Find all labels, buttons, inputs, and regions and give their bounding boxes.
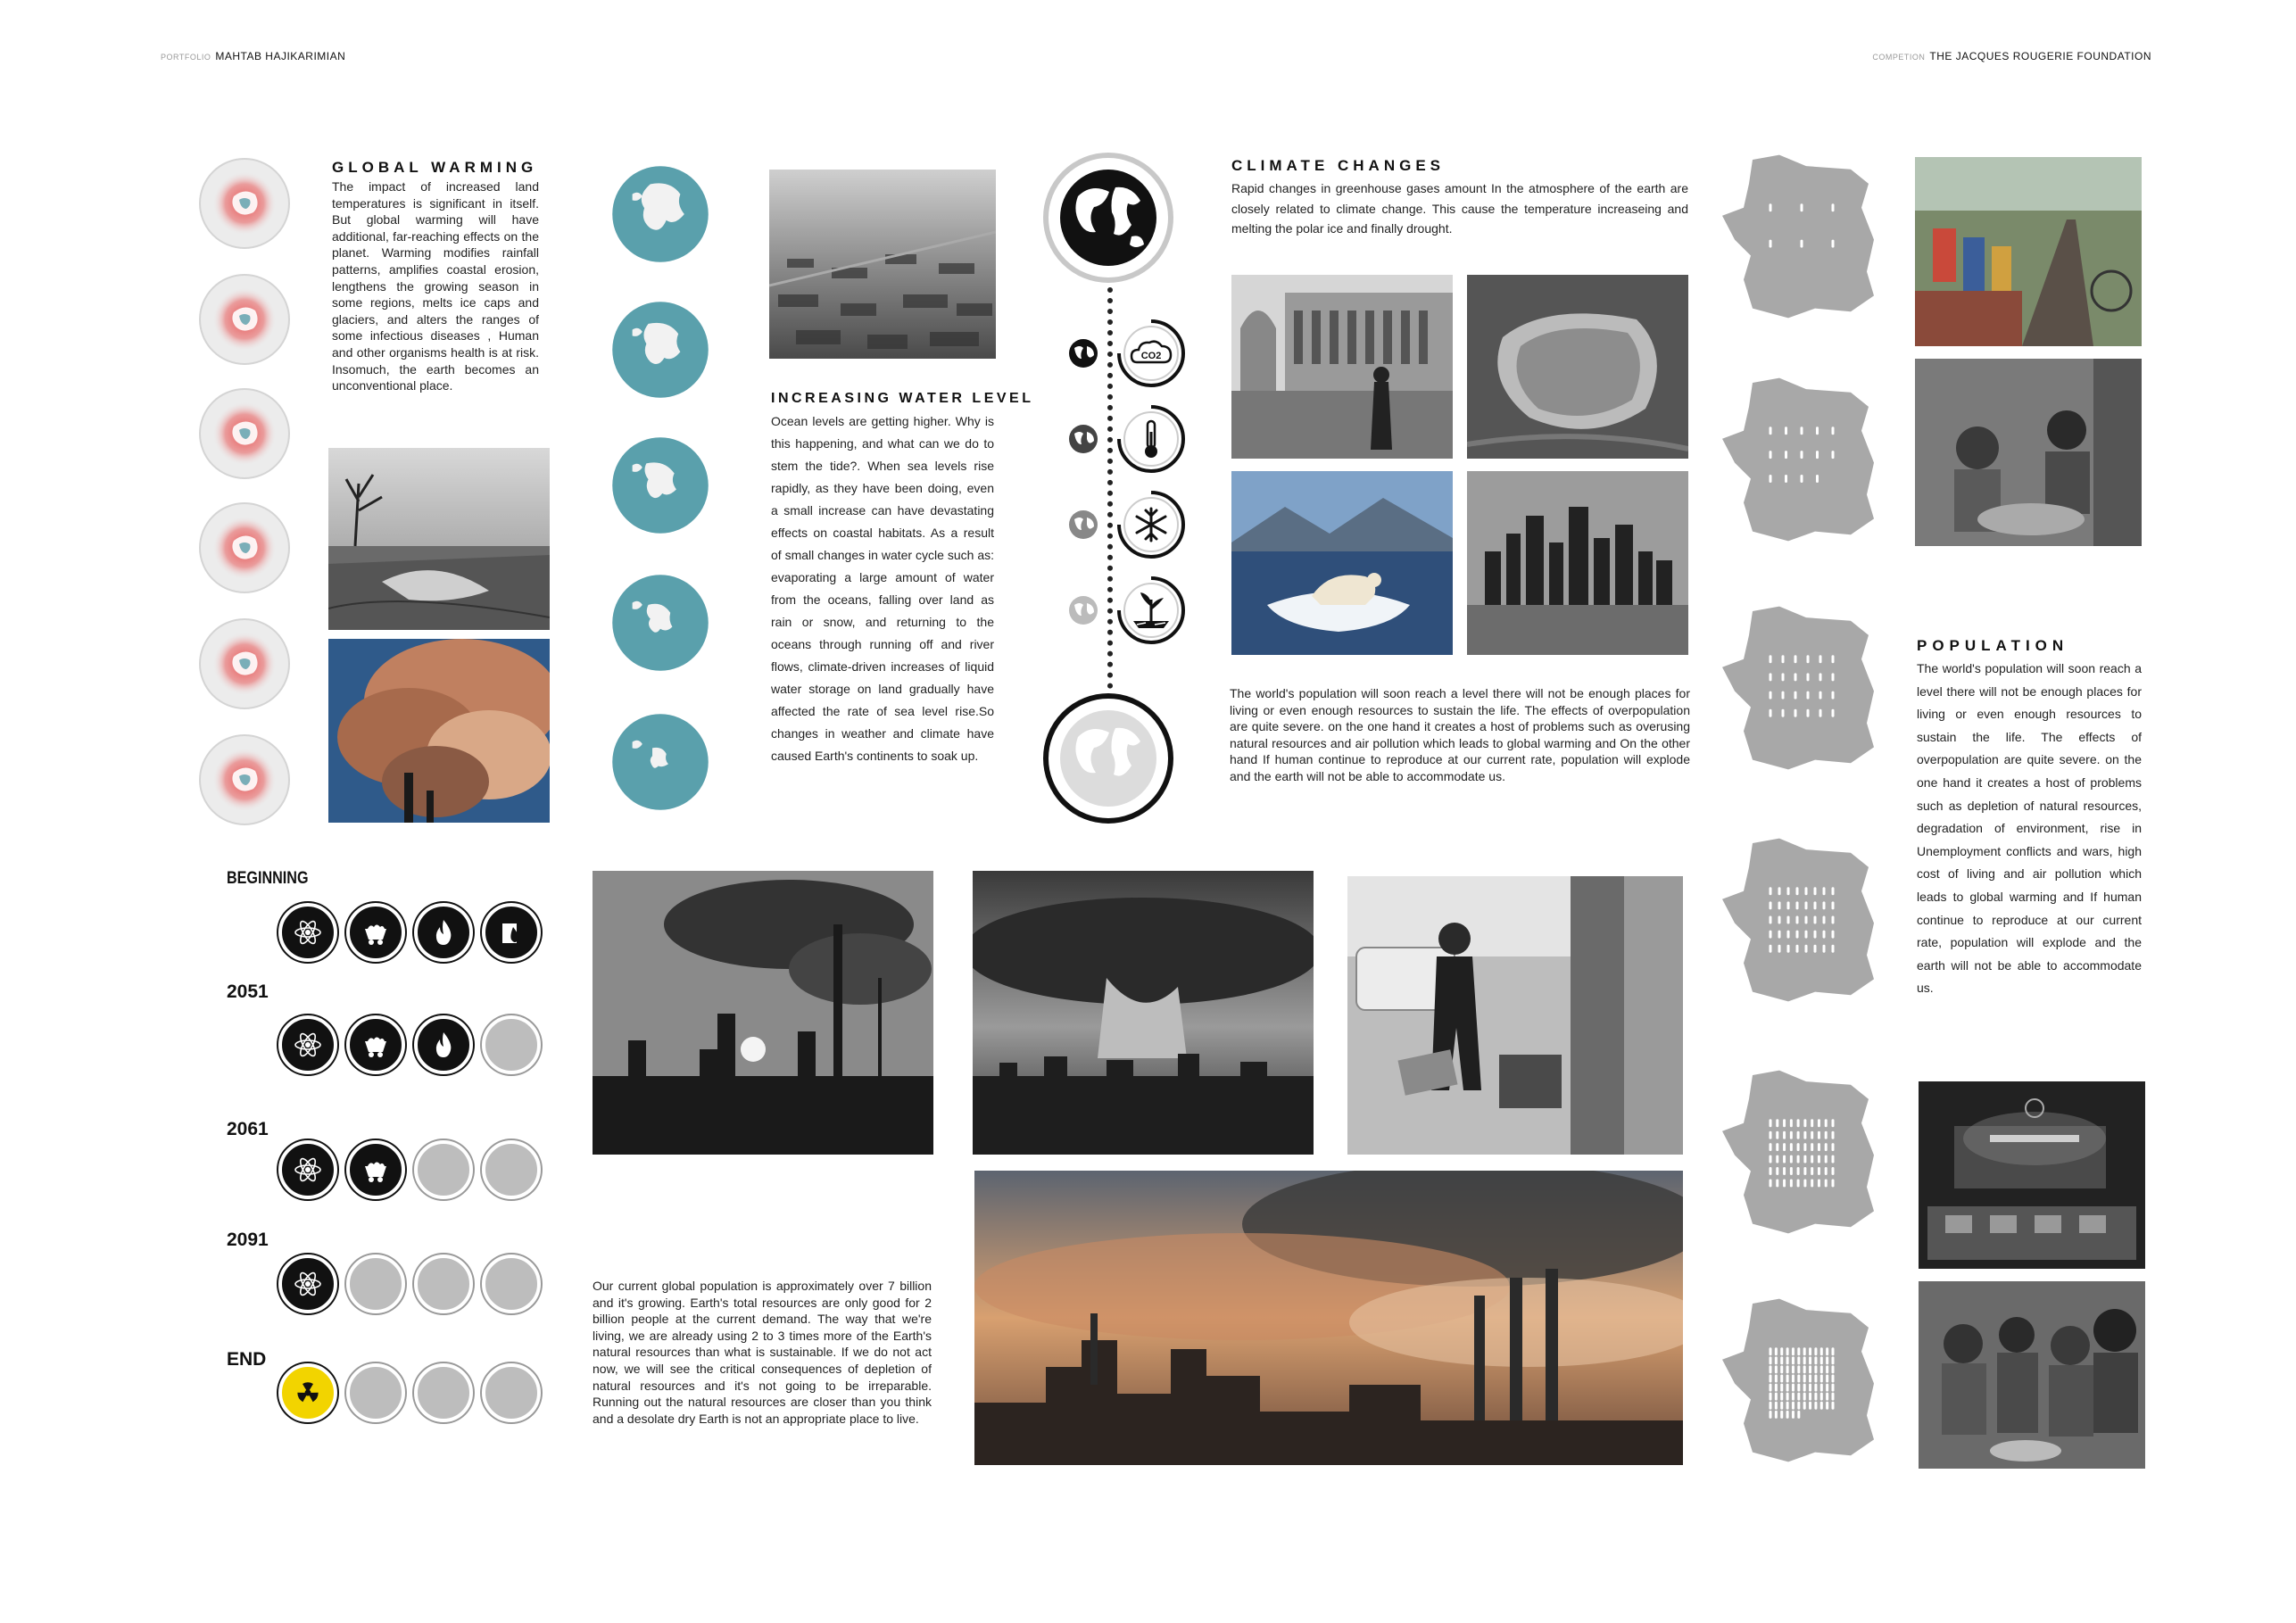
resource-row: [278, 1363, 541, 1422]
resource-row: [278, 903, 541, 962]
global-warming-title: GLOBAL WARMING: [332, 159, 538, 176]
factory-silhouette-photo: [593, 871, 933, 1155]
heat-globe: [198, 617, 291, 710]
railway-market-photo: [1915, 157, 2142, 346]
resource-row: [278, 1015, 541, 1074]
header-left: [161, 50, 345, 62]
street-vendor-photo: [1347, 876, 1683, 1155]
snowflake-icon: [1115, 489, 1187, 560]
drought-plant-icon: [1115, 575, 1187, 646]
drought-photo: [328, 448, 550, 630]
depleted-resource-circle: [482, 1015, 541, 1074]
header-right: [1872, 50, 2151, 62]
flame-icon: [414, 903, 473, 962]
water-level-title: INCREASING WATER LEVEL: [771, 391, 1034, 406]
children-group-photo: [1919, 1281, 2145, 1469]
population-text: The world's population will soon reach a level there will not be enough places for living or even enough resources to sustain the life. The effects of overpopulation are quite severe. on the one hand it creates a host of problems such as depletion of natural resources, degradation of environment, rise in Unemployment conflicts and wars, high cost of living and air pollution which leads to global warming and If human continue to reproduce at our current rate, population will explode and the earth will not be able to accommodate us.: [1917, 661, 2142, 996]
resource-row: [278, 1140, 541, 1199]
timeline-year-label: BEGINNING: [227, 869, 309, 888]
france-map: [1717, 152, 1881, 321]
europe-globe: [610, 300, 710, 400]
atom-icon: [278, 1255, 337, 1313]
depleted-resource-circle: [482, 1255, 541, 1313]
timeline-year-label: 2051: [227, 981, 269, 1002]
timeline-year-label: END: [227, 1349, 267, 1370]
depleted-resource-circle: [414, 1363, 473, 1422]
depleted-resource-circle: [414, 1255, 473, 1313]
island-aerial-photo: [1467, 275, 1688, 459]
header-left-label: PORTFOLIO: [161, 53, 211, 62]
depleted-resource-circle: [346, 1255, 405, 1313]
small-earth-icon: [1067, 337, 1099, 369]
depleted-resource-circle: [346, 1363, 405, 1422]
flooded-city-photo: [769, 170, 996, 359]
climate-changes-title: CLIMATE CHANGES: [1231, 157, 1446, 174]
europe-globe: [610, 712, 710, 812]
market-night-photo: [1919, 1081, 2145, 1269]
europe-globe: [610, 435, 710, 535]
france-map: [1717, 1067, 1881, 1237]
global-warming-text: The impact of increased land temperatures is significant in itself. But global warming will have additional, far-reaching effects on the planet. Warming modifies rainfall patterns, amplifies coastal erosion, lengthens the growing season in some regions, melts ice caps and glaciers, and alters the ranges of some infectious diseases , Human and other organisms health is at risk. Insomuch, the earth becomes an unconventional place.: [332, 179, 539, 393]
co2-label: CO2: [1140, 351, 1162, 361]
europe-globe: [610, 164, 710, 264]
atom-icon: [278, 1015, 337, 1074]
venice-flood-photo: [1231, 275, 1453, 459]
heat-globe: [198, 733, 291, 826]
depleted-resource-circle: [482, 1363, 541, 1422]
heat-globe: [198, 387, 291, 480]
smokestack-photo: [328, 639, 550, 823]
storm-city-photo: [973, 871, 1314, 1155]
heat-globe: [198, 501, 291, 594]
radiation-icon: [278, 1363, 337, 1422]
small-earth-icon: [1067, 594, 1099, 626]
header-right-label: COMPETION: [1872, 53, 1926, 62]
atom-icon: [278, 1140, 337, 1199]
europe-globe: [610, 573, 710, 673]
flame-icon: [414, 1015, 473, 1074]
earth-light-disc: [1042, 692, 1174, 824]
coal-cart-icon: [346, 903, 405, 962]
small-earth-icon: [1067, 509, 1099, 541]
water-level-text: Ocean levels are getting higher. Why is this happening, and what can we do to stem the tide?. When sea levels rise rapidly, as they have been doing, even a small increase can have devastating effects on coastal habitats. As a result of small changes in water cycle such as: evaporating a large amount of water from the oceans, falling over land as rain or snow, and returning to the oceans through running off and river flows, climate-driven increases of liquid water storage on land gradually have affected the rate of sea level rise.So changes in weather and climate have caused Earth's continents to soak up.: [771, 414, 994, 763]
industrial-sunrise-photo: [974, 1171, 1683, 1465]
thermometer-icon: [1115, 403, 1187, 475]
earth-dark-disc: [1042, 152, 1174, 284]
overpopulation-text: The world's population will soon reach a level there will not be enough places for living or even enough resources to sustain the life. The effects of overpopulation are quite severe. on the one hand it creates a host of problems such as overusing natural resources and air pollution which leads to global warming and On the other hand If human continue to reproduce at our current rate, population will explode and the earth will not be able to accommodate us.: [1230, 686, 1690, 783]
timeline-year-label: 2061: [227, 1119, 269, 1139]
timeline-year-label: 2091: [227, 1230, 269, 1250]
france-map: [1717, 835, 1881, 1005]
population-title: POPULATION: [1917, 637, 2069, 654]
oil-drop-icon: [482, 903, 541, 962]
small-earth-icon: [1067, 423, 1099, 455]
poor-children-photo: [1915, 359, 2142, 546]
coal-cart-icon: [346, 1015, 405, 1074]
france-map: [1717, 1296, 1881, 1465]
resources-text: Our current global population is approximately over 7 billion and it's growing. Earth's total resources are only good for 2 billion people at the current demand. The way that we're living, we are already using 2 to 3 times more of the Earth's natural resources than what is sustainable. If we do not act now, we will see the critical consequences of depletion of natural resources and it's not going to be irreparable. Running out the natural resources are closer than you think and a desolate dry Earth is not an appropriate place to live.: [593, 1279, 932, 1426]
depleted-resource-circle: [414, 1140, 473, 1199]
heat-globe: [198, 273, 291, 366]
climate-changes-text: Rapid changes in greenhouse gases amount In the atmosphere of the earth are closely related to climate change. This cause the temperature increaseing and melting the polar ice and finally drought.: [1231, 181, 1688, 236]
coal-cart-icon: [346, 1140, 405, 1199]
polar-bear-photo: [1231, 471, 1453, 655]
heat-globe: [198, 157, 291, 250]
co2-cloud-icon: [1115, 318, 1187, 389]
header-right-name: THE JACQUES ROUGERIE FOUNDATION: [1929, 50, 2151, 62]
france-map: [1717, 603, 1881, 773]
france-map: [1717, 375, 1881, 544]
atom-icon: [278, 903, 337, 962]
header-left-name: MAHTAB HAJIKARIMIAN: [215, 50, 346, 62]
resource-row: [278, 1255, 541, 1313]
flooded-skyline-photo: [1467, 471, 1688, 655]
depleted-resource-circle: [482, 1140, 541, 1199]
